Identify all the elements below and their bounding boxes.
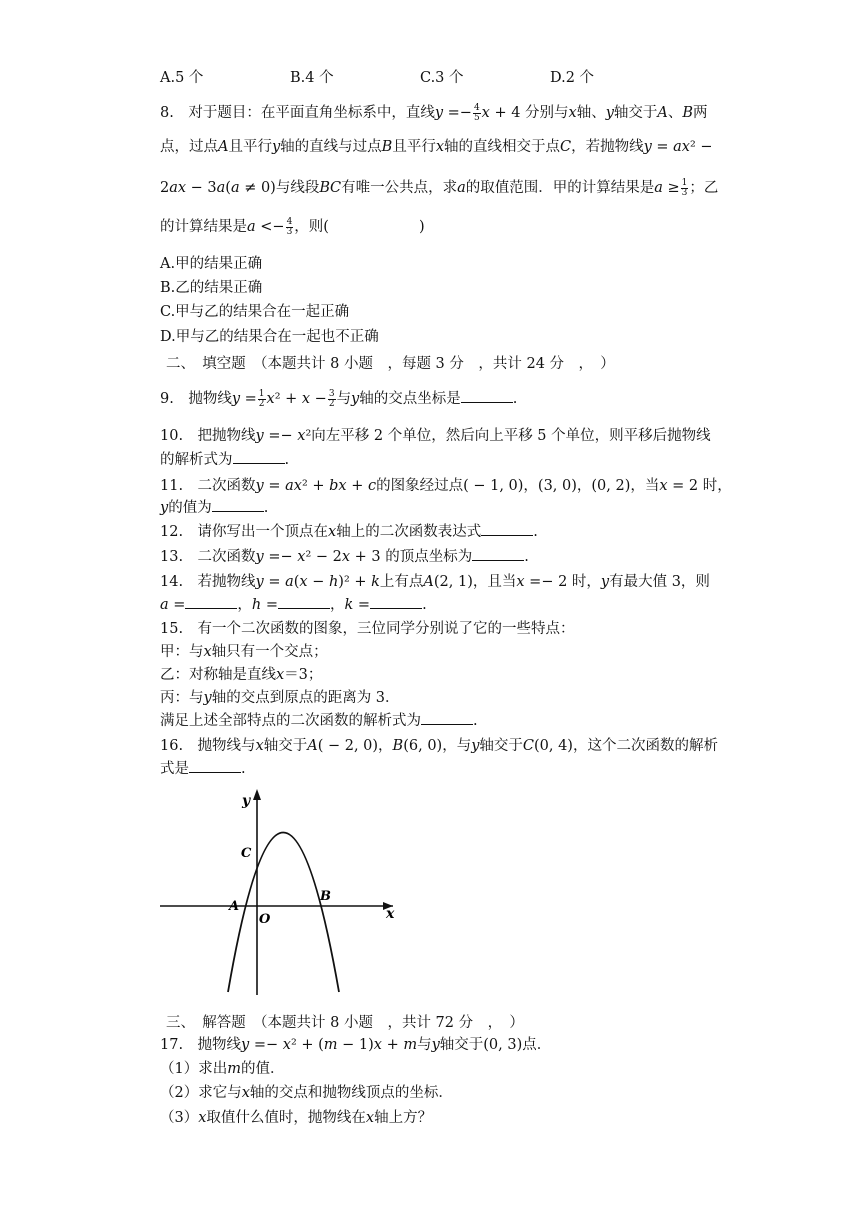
q9-frac-1-den: 2	[258, 398, 265, 409]
q8-text-1b: 𝑥 + 4 分别与𝑥轴、𝑦轴交于𝐴、𝐵两	[481, 105, 708, 121]
q9-frac-1-num: 1	[258, 388, 265, 399]
q8-frac-3-num: 4	[286, 216, 293, 227]
point-c-label: C	[241, 846, 252, 861]
y-axis-label: y	[242, 793, 251, 809]
q9-frac-2-num: 3	[328, 388, 335, 399]
q7-option-b: B.4 个	[290, 70, 334, 86]
q9-text-end: .	[512, 391, 518, 407]
q15-text-end: .	[473, 713, 478, 729]
q8-text-3b: ；乙	[689, 180, 719, 196]
q12-answer-blank	[481, 523, 533, 536]
q11-line-2	[160, 498, 268, 518]
q10-line-1: 10. 把抛物线𝑦 =− 𝑥²向左平移 2 个单位，然后向上平移 5 个单位，则平移后抛物线	[160, 428, 711, 444]
q9-text-a: 9. 抛物线𝑦 =	[160, 391, 257, 407]
q14-k-blank	[370, 596, 422, 609]
q7-option-a: A.5 个	[160, 70, 204, 86]
q15-text-5: 满足上述全部特点的二次函数的解析式为	[160, 713, 421, 729]
q8-option-c: C.甲与乙的结果合在一起正确	[160, 304, 350, 320]
q8-option-b: B.乙的结果正确	[160, 280, 263, 296]
q8-frac-3	[286, 218, 294, 237]
q13-text: 13. 二次函数𝑦 =− 𝑥² − 2𝑥 + 3 的顶点坐标为	[160, 549, 473, 565]
q15-answer-blank	[421, 712, 473, 725]
q16-answer-blank	[189, 760, 241, 773]
q8-frac-2-num: 1	[681, 177, 688, 188]
q16-text-2: 式是	[160, 761, 189, 777]
q10-text-end: .	[284, 452, 290, 468]
q16-line-2	[160, 759, 246, 779]
q14-line-2	[160, 595, 427, 615]
q14-h-blank	[278, 596, 330, 609]
q8-text-4b: ，则(	[294, 219, 329, 235]
q7-option-c: C.3 个	[420, 70, 464, 86]
q9-frac-1	[258, 390, 266, 409]
q15-line-5	[160, 711, 478, 731]
q15-line-1: 15. 有一个二次函数的图象，三位同学分别说了它的一些特点：	[160, 621, 575, 637]
q17-part-2: （2）求它与𝑥轴的交点和抛物线顶点的坐标．	[160, 1085, 453, 1101]
q8-text-4: 的计算结果是𝑎 <−	[160, 219, 285, 235]
q9-text-b: 𝑥² + 𝑥 −	[266, 391, 327, 407]
q8-line-1	[160, 103, 708, 123]
q12-text-end: .	[533, 524, 538, 540]
q15-line-2: 甲：与𝑥轴只有一个交点；	[160, 644, 328, 660]
q13-answer-blank	[472, 548, 524, 561]
q14-a-label: 𝑎 =	[160, 597, 186, 613]
q9-frac-2	[328, 390, 336, 409]
q17-part-3: （3）𝑥取值什么值时，抛物线在𝑥轴上方？	[160, 1110, 433, 1126]
q9-text-c: 与𝑦轴的交点坐标是	[336, 391, 461, 407]
q8-option-a: A.甲的结果正确	[160, 256, 263, 272]
q11-text-end: .	[263, 500, 269, 516]
q8-option-d: D.甲与乙的结果合在一起也不正确	[160, 329, 379, 345]
q12-text: 12. 请你写出一个顶点在𝑥轴上的二次函数表达式	[160, 524, 482, 540]
q17-line-1: 17. 抛物线𝑦 =− 𝑥² + (𝑚 − 1)𝑥 + 𝑚与𝑦轴交于(0, 3)点．	[160, 1037, 552, 1053]
x-axis-label: x	[386, 906, 395, 922]
q9-frac-2-den: 2	[328, 398, 335, 409]
q13-text-end: .	[524, 549, 529, 565]
q16-line-1: 16. 抛物线与𝑥轴交于𝐴( − 2, 0)，𝐵(6, 0)，与𝑦轴交于𝐶(0, 4)，这个二次函数的解析	[160, 738, 718, 754]
q8-frac-2	[681, 179, 689, 198]
y-axis-arrow	[253, 789, 261, 800]
section-2-heading: 二、 填空题 （本题共计 8 小题 ，每题 3 分 ，共计 24 分 ， ）	[166, 356, 615, 372]
q8-frac-2-den: 3	[681, 187, 688, 198]
q13-line	[160, 547, 529, 567]
q16-parabola-graph	[155, 785, 405, 1000]
point-b-label: B	[320, 889, 331, 904]
q14-line-1: 14. 若抛物线𝑦 = 𝑎(𝑥 − ℎ)² + 𝑘上有点𝐴(2, 1)，且当𝑥 =− 2 时，𝑦有最大值 3，则	[160, 574, 710, 590]
q9-answer-blank	[461, 390, 513, 403]
q10-line-2	[160, 450, 289, 470]
q11-text-2: 𝑦的值为	[160, 500, 212, 516]
q8-line-3	[160, 178, 718, 198]
q10-text-2: 的解析式为	[160, 452, 233, 468]
q17-part-1: （1）求出𝑚的值．	[160, 1061, 285, 1077]
q8-frac-1	[473, 104, 481, 123]
q8-frac-3-den: 3	[286, 226, 293, 237]
q16-text-end: .	[241, 761, 246, 777]
q14-h-label: ，ℎ =	[237, 597, 279, 613]
q8-text-3: 2𝑎𝑥 − 3𝑎(𝑎 ≠ 0)与线段𝐵𝐶有唯一公共点，求𝑎的取值范围．甲的计算结果是𝑎 ≥	[160, 180, 680, 196]
q8-line-4	[160, 217, 425, 237]
q12-line	[160, 522, 538, 542]
q7-option-d: D.2 个	[550, 70, 595, 86]
q14-a-blank	[185, 596, 237, 609]
q8-frac-1-num: 4	[473, 102, 480, 113]
q8-text-1: 8. 对于题目：在平面直角坐标系中，直线𝑦 =−	[160, 105, 472, 121]
q9-line	[160, 389, 517, 409]
q11-answer-blank	[212, 499, 264, 512]
section-3-heading: 三、 解答题 （本题共计 8 小题 ，共计 72 分 ， ）	[166, 1015, 524, 1031]
q10-answer-blank	[233, 451, 285, 464]
q15-line-3: 乙：对称轴是直线𝑥＝3；	[160, 667, 323, 683]
q8-frac-1-den: 5	[473, 112, 480, 123]
q11-line-1: 11. 二次函数𝑦 = 𝑎𝑥² + 𝑏𝑥 + 𝑐的图象经过点( − 1, 0)，(3, 0)，(0, 2)，当𝑥 = 2 时，	[160, 478, 732, 494]
q15-line-4: 丙：与𝑦轴的交点到原点的距离为 3．	[160, 690, 400, 706]
q14-text-end: .	[422, 597, 427, 613]
point-a-label: A	[229, 899, 240, 914]
q8-line-2: 点，过点𝐴且平行𝑦轴的直线与过点𝐵且平行𝑥轴的直线相交于点𝐶，若抛物线𝑦 = 𝑎𝑥² −	[160, 139, 713, 155]
q8-text-4c: )	[418, 219, 425, 235]
q14-k-label: ，𝑘 =	[330, 597, 371, 613]
origin-label: O	[259, 912, 271, 927]
